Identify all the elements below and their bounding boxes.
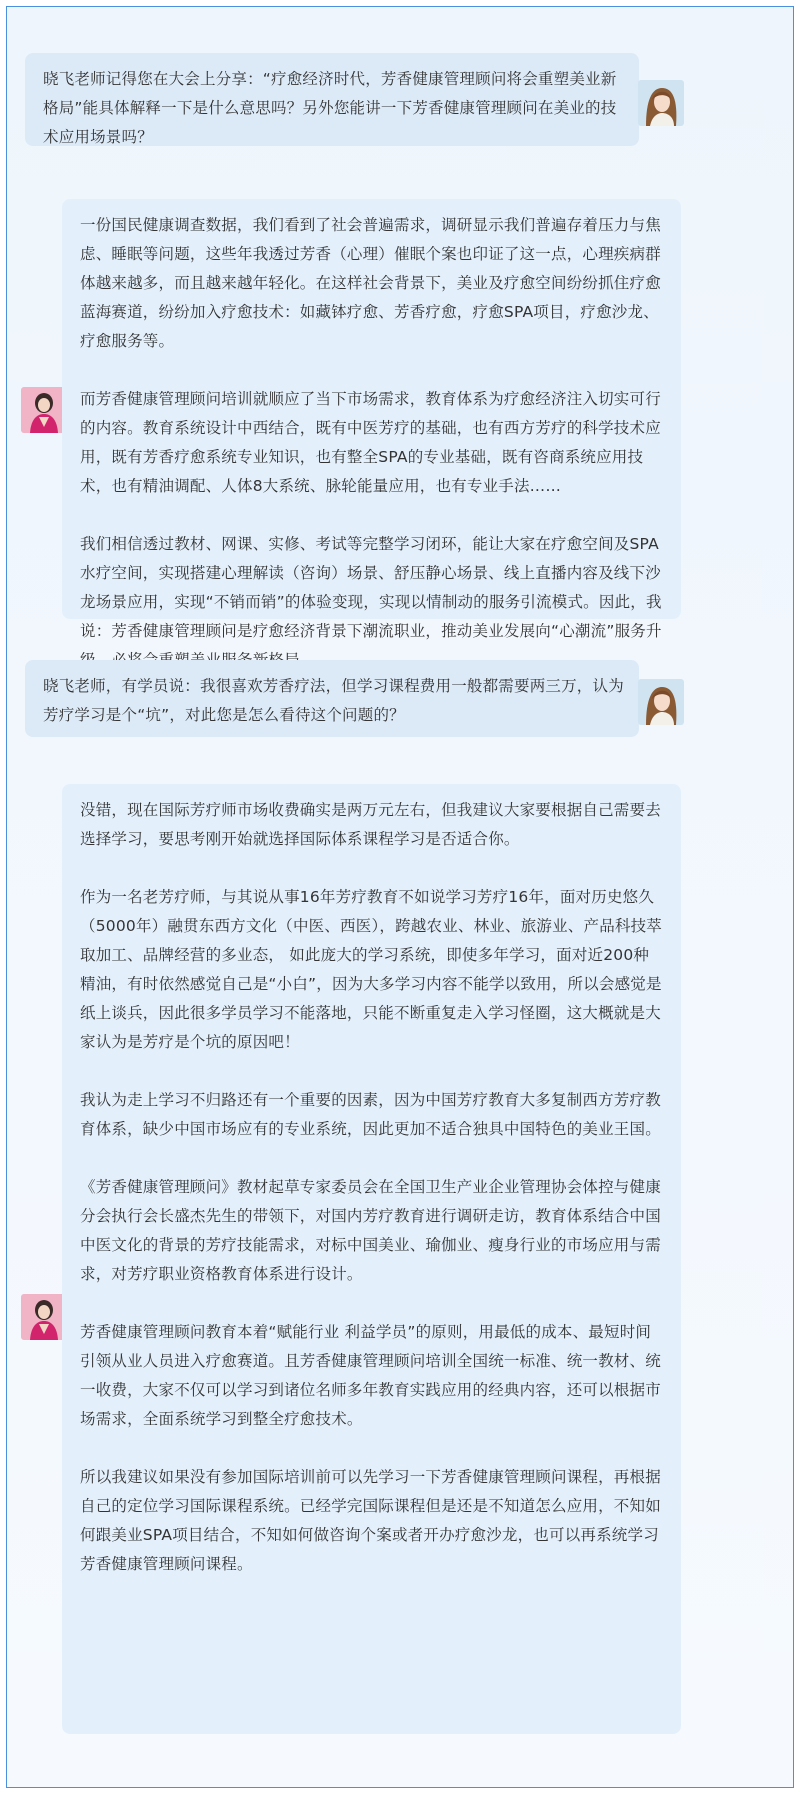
answer-2-paragraph: 我认为走上学习不归路还有一个重要的因素，因为中国芳疗教育大多复制西方芳疗教育体系，缺少中国市场应有的专业系统，因此更加不适合独具中国特色的美业王国。 bbox=[80, 1091, 661, 1138]
answer-2-paragraph: 作为一名老芳疗师，与其说从事16年芳疗教育不如说学习芳疗16年，面对历史悠久（5000年）融贯东西方文化（中医、西医），跨越农业、林业、旅游业、产品科技萃取加工、品牌经营的多业态， 如此庞大的学习系统，即使多年学习，面对近200种精油，有时依然感觉自己是“小白”，因为大多学习内容不能学以致用，所以会感觉是纸上谈兵，因此很多学员学习不能落地，只能不断重复走入学习怪圈，这大概就是大家认为是芳疗是个坑的原因吧！ bbox=[80, 888, 662, 1051]
answer-2-paragraph: 芳香健康管理顾问教育本着“赋能行业 利益学员”的原则，用最低的成本、最短时间引领从业人员进入疗愈赛道。且芳香健康管理顾问培训全国统一标准、统一教材、统一收费，大家不仅可以学习到诸位名师多年教育实践应用的经典内容，还可以根据市场需求，全面系统学习到整全疗愈技术。 bbox=[80, 1323, 661, 1428]
answer-bubble-2 bbox=[62, 784, 681, 1734]
question-text-1: 晓飞老师记得您在大会上分享：“疗愈经济时代，芳香健康管理顾问将会重塑美业新格局”能具体解释一下是什么意思吗？另外您能讲一下芳香健康管理顾问在美业的技术应用场景吗？ bbox=[43, 70, 617, 146]
interviewer-avatar-icon bbox=[638, 679, 684, 725]
question-bubble-1 bbox=[25, 53, 639, 146]
question-text-2: 晓飞老师，有学员说：我很喜欢芳香疗法，但学习课程费用一般都需要两三万，认为芳疗学习是个“坑”，对此您是怎么看待这个问题的？ bbox=[43, 677, 624, 724]
answer-1-paragraph: 而芳香健康管理顾问培训就顺应了当下市场需求，教育体系为疗愈经济注入切实可行的内容。教育系统设计中西结合，既有中医芳疗的基础，也有西方芳疗的科学技术应用，既有芳香疗愈系统专业知识，也有整全SPA的专业基础，既有咨商系统应用技术，也有精油调配、人体8大系统、脉轮能量应用，也有专业手法…… bbox=[80, 390, 661, 495]
page-frame bbox=[6, 6, 794, 1788]
answer-2-paragraph: 没错，现在国际芳疗师市场收费确实是两万元左右，但我建议大家要根据自己需要去选择学习，要思考刚开始就选择国际体系课程学习是否适合你。 bbox=[80, 801, 661, 848]
answer-1-paragraph: 一份国民健康调查数据，我们看到了社会普遍需求，调研显示我们普遍存着压力与焦虑、睡眠等问题，这些年我透过芳香（心理）催眠个案也印证了这一点，心理疾病群体越来越多，而且越来越年轻化。在这样社会背景下，美业及疗愈空间纷纷抓住疗愈蓝海赛道，纷纷加入疗愈技术：如藏钵疗愈、芳香疗愈，疗愈SPA项目，疗愈沙龙、疗愈服务等。 bbox=[80, 216, 661, 350]
answer-bubble-1 bbox=[62, 199, 681, 640]
teacher-avatar-icon bbox=[21, 1294, 67, 1340]
answer-2-paragraph: 《芳香健康管理顾问》教材起草专家委员会在全国卫生产业企业管理协会体控与健康分会执行会长盛杰先生的带领下，对国内芳疗教育进行调研走访，教育体系结合中国中医文化的背景的芳疗技能需求，对标中国美业、瑜伽业、瘦身行业的市场应用与需求，对芳疗职业资格教育体系进行设计。 bbox=[80, 1178, 661, 1283]
question-bubble-2 bbox=[25, 660, 639, 737]
answer-1-paragraph: 我们相信透过教材、网课、实修、考试等完整学习闭环，能让大家在疗愈空间及SPA水疗空间，实现搭建心理解读（咨询）场景、舒压静心场景、线上直播内容及线下沙龙场景应用，实现“不销而销”的体验变现，实现以情制动的服务引流模式。因此，我说：芳香健康管理顾问是疗愈经济背景下潮流职业，推动美业发展向“心潮流”服务升 bbox=[80, 535, 662, 640]
teacher-avatar bbox=[21, 387, 67, 433]
interviewer-avatar bbox=[638, 80, 684, 126]
interviewer-avatar-icon bbox=[638, 80, 684, 126]
answer-2-paragraph: 所以我建议如果没有参加国际培训前可以先学习一下芳香健康管理顾问课程，再根据自己的定位学习国际课程系统。已经学完国际课程但是还是不知道怎么应用，不知如何跟美业SPA项目结合，不知如何做咨询个案或者开办疗愈沙龙，也可以再系统学习芳香健康管理顾问课程。 bbox=[80, 1468, 661, 1573]
teacher-avatar bbox=[21, 1294, 67, 1340]
teacher-avatar-icon bbox=[21, 387, 67, 433]
interviewer-avatar bbox=[638, 679, 684, 725]
